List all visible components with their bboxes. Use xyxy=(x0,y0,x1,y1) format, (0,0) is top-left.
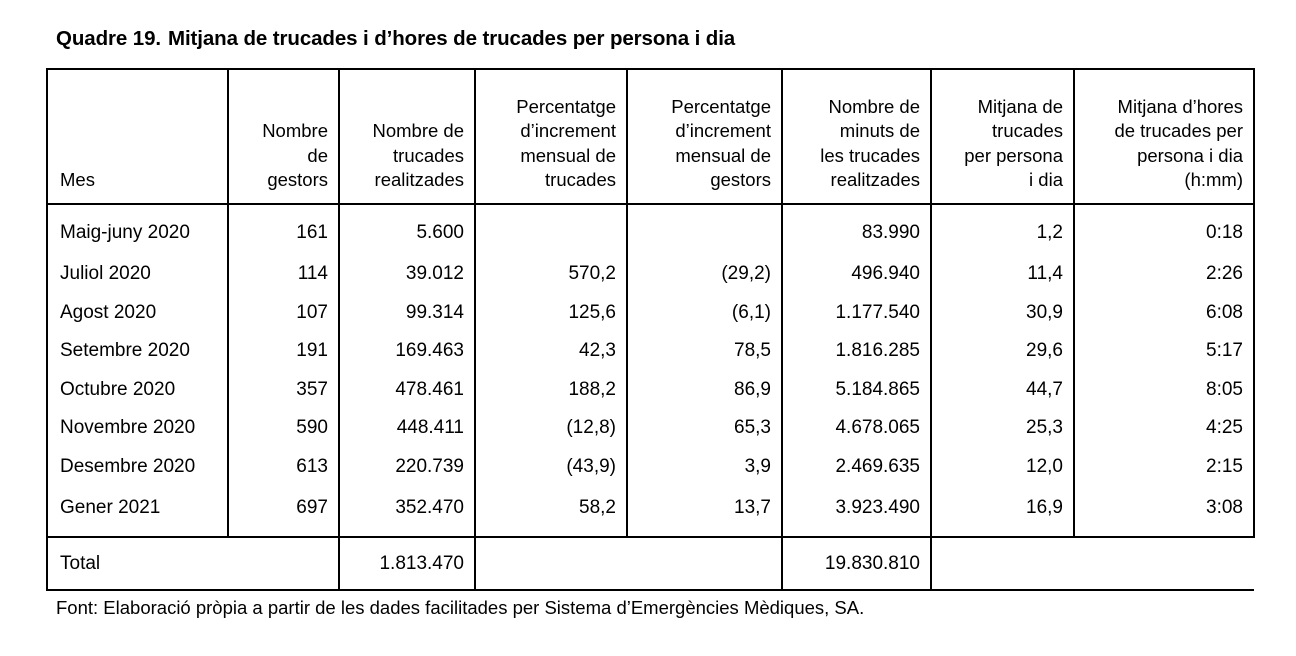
cell-mitjana-hores: 8:05 xyxy=(1074,371,1254,410)
header-line: trucades xyxy=(545,169,616,191)
header-line: Nombre xyxy=(262,120,328,142)
header-row xyxy=(47,69,1254,204)
header-line: per persona xyxy=(964,144,1063,166)
header-line: mensual de xyxy=(520,144,616,166)
cell-pct-trucades: 188,2 xyxy=(475,371,627,410)
header-line: minuts de xyxy=(839,120,920,142)
cell-mitjana-trucades: 29,6 xyxy=(931,332,1074,371)
header-line: Percentatge xyxy=(516,95,616,117)
cell-total-minuts: 19.830.810 xyxy=(782,537,931,590)
cell-pct-gestors: (6,1) xyxy=(627,294,782,333)
table-row xyxy=(47,448,1254,487)
cell-mitjana-hores: 2:26 xyxy=(1074,255,1254,294)
cell-pct-trucades xyxy=(475,204,627,255)
cell-gestors: 613 xyxy=(228,448,339,487)
cell-gestors: 107 xyxy=(228,294,339,333)
cell-minuts: 496.940 xyxy=(782,255,931,294)
cell-mitjana-trucades: 16,9 xyxy=(931,486,1074,537)
cell-pct-gestors: (29,2) xyxy=(627,255,782,294)
cell-pct-trucades: 42,3 xyxy=(475,332,627,371)
cell-mes: Agost 2020 xyxy=(47,294,228,333)
column-header-nombre-trucades xyxy=(339,69,475,204)
cell-trucades: 448.411 xyxy=(339,409,475,448)
column-header-mes xyxy=(47,69,228,204)
header-line: Mitjana d’hores xyxy=(1117,95,1243,117)
cell-trucades: 169.463 xyxy=(339,332,475,371)
table-row xyxy=(47,332,1254,371)
cell-mitjana-hores: 6:08 xyxy=(1074,294,1254,333)
cell-minuts: 1.816.285 xyxy=(782,332,931,371)
total-row xyxy=(47,537,1254,590)
cell-minuts: 5.184.865 xyxy=(782,371,931,410)
column-header-percentatge-gestors xyxy=(627,69,782,204)
cell-pct-trucades: (43,9) xyxy=(475,448,627,487)
cell-pct-gestors: 65,3 xyxy=(627,409,782,448)
cell-gestors: 114 xyxy=(228,255,339,294)
cell-trucades: 39.012 xyxy=(339,255,475,294)
header-line: i dia xyxy=(1029,169,1063,191)
column-header-minuts xyxy=(782,69,931,204)
cell-mes: Juliol 2020 xyxy=(47,255,228,294)
cell-total-trucades: 1.813.470 xyxy=(339,537,475,590)
cell-pct-trucades: 125,6 xyxy=(475,294,627,333)
cell-gestors: 357 xyxy=(228,371,339,410)
cell-pct-gestors: 86,9 xyxy=(627,371,782,410)
cell-pct-gestors xyxy=(627,204,782,255)
cell-mitjana-hores: 5:17 xyxy=(1074,332,1254,371)
header-line: gestors xyxy=(267,169,328,191)
header-line: de trucades per xyxy=(1114,120,1243,142)
cell-mitjana-trucades: 44,7 xyxy=(931,371,1074,410)
header-line: de xyxy=(307,144,328,166)
cell-minuts: 4.678.065 xyxy=(782,409,931,448)
cell-trucades: 352.470 xyxy=(339,486,475,537)
cell-mes: Setembre 2020 xyxy=(47,332,228,371)
cell-minuts: 3.923.490 xyxy=(782,486,931,537)
table-row xyxy=(47,409,1254,448)
header-line: realitzades xyxy=(374,169,464,191)
cell-trucades: 99.314 xyxy=(339,294,475,333)
header-line: mensual de xyxy=(675,144,771,166)
cell-mes: Maig-juny 2020 xyxy=(47,204,228,255)
header-line: les trucades xyxy=(820,144,920,166)
cell-total-label: Total xyxy=(47,537,339,590)
cell-gestors: 161 xyxy=(228,204,339,255)
cell-minuts: 1.177.540 xyxy=(782,294,931,333)
cell-mitjana-trucades: 1,2 xyxy=(931,204,1074,255)
table-row xyxy=(47,486,1254,537)
cell-minuts: 2.469.635 xyxy=(782,448,931,487)
cell-mes: Desembre 2020 xyxy=(47,448,228,487)
cell-gestors: 590 xyxy=(228,409,339,448)
column-header-mitjana-hores xyxy=(1074,69,1254,204)
header-line: realitzades xyxy=(830,169,920,191)
table-row xyxy=(47,371,1254,410)
cell-mitjana-trucades: 25,3 xyxy=(931,409,1074,448)
cell-total-pct-empty xyxy=(475,537,782,590)
cell-mitjana-hores: 3:08 xyxy=(1074,486,1254,537)
header-line: d’increment xyxy=(520,120,616,142)
header-line: Mitjana de xyxy=(977,95,1063,117)
cell-mes: Gener 2021 xyxy=(47,486,228,537)
table-container xyxy=(46,68,1253,591)
cell-trucades: 478.461 xyxy=(339,371,475,410)
cell-mitjana-trucades: 11,4 xyxy=(931,255,1074,294)
cell-mitjana-hores: 4:25 xyxy=(1074,409,1254,448)
cell-pct-gestors: 3,9 xyxy=(627,448,782,487)
header-line: Percentatge xyxy=(671,95,771,117)
data-table xyxy=(46,68,1255,591)
cell-total-mitjana-empty xyxy=(931,537,1254,590)
cell-trucades: 220.739 xyxy=(339,448,475,487)
page-title xyxy=(56,27,735,51)
cell-pct-trucades: 570,2 xyxy=(475,255,627,294)
header-line: trucades xyxy=(393,144,464,166)
cell-pct-gestors: 13,7 xyxy=(627,486,782,537)
column-header-mitjana-trucades xyxy=(931,69,1074,204)
table-body xyxy=(47,204,1254,537)
header-line: trucades xyxy=(992,120,1063,142)
cell-mes: Novembre 2020 xyxy=(47,409,228,448)
cell-mitjana-hores: 0:18 xyxy=(1074,204,1254,255)
cell-minuts: 83.990 xyxy=(782,204,931,255)
page-title-number: Quadre 19. xyxy=(56,27,161,50)
cell-trucades: 5.600 xyxy=(339,204,475,255)
table-header xyxy=(47,69,1254,204)
cell-mes: Octubre 2020 xyxy=(47,371,228,410)
column-header-percentatge-trucades xyxy=(475,69,627,204)
header-line: Mes xyxy=(60,169,95,191)
table-row xyxy=(47,294,1254,333)
header-line: gestors xyxy=(710,169,771,191)
cell-gestors: 191 xyxy=(228,332,339,371)
cell-gestors: 697 xyxy=(228,486,339,537)
table-row xyxy=(47,255,1254,294)
cell-mitjana-hores: 2:15 xyxy=(1074,448,1254,487)
column-header-nombre-gestors xyxy=(228,69,339,204)
table-total-section xyxy=(47,537,1254,590)
header-line: persona i dia xyxy=(1137,144,1243,166)
table-row xyxy=(47,204,1254,255)
header-line: Nombre de xyxy=(372,120,464,142)
cell-pct-trucades: 58,2 xyxy=(475,486,627,537)
cell-pct-trucades: (12,8) xyxy=(475,409,627,448)
page-title-text: Mitjana de trucades i d’hores de trucades per persona i dia xyxy=(167,27,736,50)
cell-mitjana-trucades: 12,0 xyxy=(931,448,1074,487)
header-line: (h:mm) xyxy=(1184,169,1243,191)
header-line: Nombre de xyxy=(828,95,920,117)
cell-mitjana-trucades: 30,9 xyxy=(931,294,1074,333)
table-source-note: Font: Elaboració pròpia a partir de les dades facilitades per Sistema d’Emergències Mèdiques, SA. xyxy=(56,597,865,618)
header-line: d’increment xyxy=(675,120,771,142)
cell-pct-gestors: 78,5 xyxy=(627,332,782,371)
